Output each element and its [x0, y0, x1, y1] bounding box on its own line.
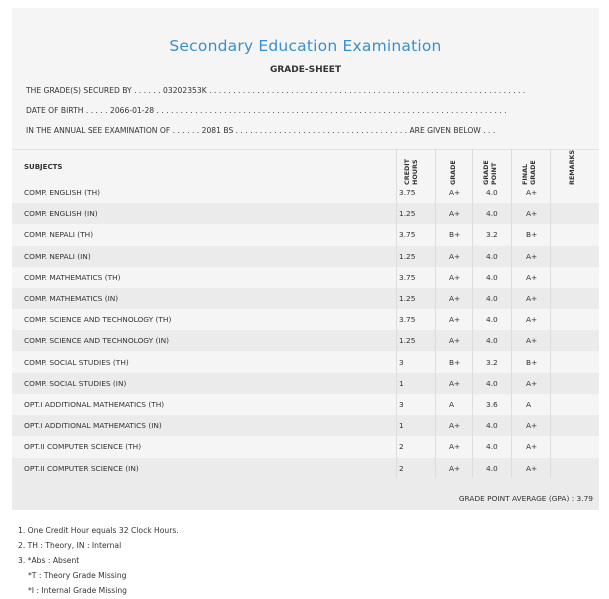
grade-sheet-subtitle: GRADE-SHEET	[269, 65, 342, 75]
final-grade-cell: A+	[526, 442, 538, 452]
grade-cell: A+	[449, 463, 461, 473]
credit-hours-cell: 1.25	[399, 336, 416, 346]
grade-point-cell: 3.2	[486, 357, 498, 367]
grade-cell: A+	[449, 442, 461, 452]
grade-point-cell: 4.0	[486, 272, 498, 282]
final-grade-cell: A+	[526, 463, 538, 473]
subject-cell: COMP. MATHEMATICS (IN)	[24, 294, 119, 303]
header-credit-hours: CREDIT HOURS	[403, 158, 419, 185]
grade-cell: A+	[449, 378, 461, 388]
subject-cell: OPT.II COMPUTER SCIENCE (IN)	[24, 463, 139, 473]
header-remarks: REMARKS	[568, 149, 576, 185]
credit-hours-cell: 3.75	[399, 230, 416, 240]
column-divider	[511, 149, 512, 478]
exam-title: Secondary Education Examination	[169, 37, 442, 55]
exam-year-line: IN THE ANNUAL SEE EXAMINATION OF . . . . . . 2081 BS . . . . . . . . . . . . . . . . . . . . . . . . . . . . . . . . . . . . ARE GIVEN BELOW . . .	[26, 126, 496, 135]
credit-hours-cell: 1.25	[399, 251, 416, 261]
grade-point-cell: 3.2	[486, 230, 498, 240]
note-credit-hour: 1. One Credit Hour equals 32 Clock Hours.	[18, 526, 179, 535]
grade-point-cell: 4.0	[486, 315, 498, 325]
grade-point-cell: 4.0	[486, 336, 498, 346]
credit-hours-cell: 1	[399, 421, 404, 431]
subject-cell: OPT.I ADDITIONAL MATHEMATICS (IN)	[24, 421, 162, 431]
grade-point-cell: 3.6	[486, 400, 498, 409]
column-divider	[396, 149, 397, 478]
grade-point-cell: 4.0	[486, 188, 498, 197]
subject-cell: COMP. MATHEMATICS (TH)	[24, 272, 121, 282]
grade-point-cell: 4.0	[486, 251, 498, 261]
grade-cell: A+	[449, 188, 461, 197]
grade-point-cell: 4.0	[486, 442, 498, 452]
final-grade-cell: A+	[526, 251, 538, 261]
credit-hours-cell: 3.75	[399, 188, 416, 197]
header-grade-point: GRADE POINT	[482, 160, 498, 185]
final-grade-cell: B+	[526, 357, 538, 367]
subject-cell: COMP. SCIENCE AND TECHNOLOGY (TH)	[24, 315, 172, 325]
subject-cell: OPT.II COMPUTER SCIENCE (TH)	[24, 442, 142, 452]
header-final-grade: FINAL GRADE	[521, 160, 537, 185]
credit-hours-cell: 3.75	[399, 272, 416, 282]
date-of-birth-line: DATE OF BIRTH . . . . . 2066-01-28 . . . . . . . . . . . . . . . . . . . . . . . . . . . . . . . . . . . . . . . . . . . . . . . . . . . . . . . . . . . . . . . . . . . . . . . . .	[26, 106, 507, 115]
final-grade-cell: B+	[526, 230, 538, 240]
grade-cell: A+	[449, 421, 461, 431]
subject-cell: COMP. SCIENCE AND TECHNOLOGY (IN)	[24, 336, 170, 346]
note-absent: 3. *Abs : Absent	[18, 556, 80, 565]
final-grade-cell: A+	[526, 188, 538, 197]
subject-cell: COMP. ENGLISH (IN)	[24, 209, 98, 219]
grade-cell: B+	[449, 357, 461, 367]
final-grade-cell: A+	[526, 272, 538, 282]
grade-point-cell: 4.0	[486, 378, 498, 388]
final-grade-cell: A+	[526, 315, 538, 325]
subject-cell: COMP. NEPALI (IN)	[24, 251, 91, 261]
column-divider	[550, 149, 551, 478]
grade-cell: A+	[449, 336, 461, 346]
subject-cell: COMP. NEPALI (TH)	[24, 230, 94, 240]
subject-cell: COMP. ENGLISH (TH)	[24, 188, 101, 197]
grade-sheet-panel	[12, 8, 599, 510]
final-grade-cell: A+	[526, 378, 538, 388]
grade-cell: B+	[449, 230, 461, 240]
credit-hours-cell: 1	[399, 378, 404, 388]
credit-hours-cell: 2	[399, 442, 404, 452]
column-divider	[435, 149, 436, 478]
credit-hours-cell: 2	[399, 463, 404, 473]
final-grade-cell: A+	[526, 209, 538, 219]
grade-point-cell: 4.0	[486, 209, 498, 219]
grade-point-cell: 4.0	[486, 463, 498, 473]
grade-cell: A+	[449, 251, 461, 261]
credit-hours-cell: 3	[399, 400, 404, 409]
column-divider	[472, 149, 473, 478]
grade-cell: A+	[449, 294, 461, 303]
subject-cell: OPT.I ADDITIONAL MATHEMATICS (TH)	[24, 400, 165, 409]
note-internal-missing: *I : Internal Grade Missing	[28, 586, 127, 595]
grade-cell: A+	[449, 272, 461, 282]
subject-cell: COMP. SOCIAL STUDIES (IN)	[24, 378, 127, 388]
grade-cell: A+	[449, 315, 461, 325]
final-grade-cell: A+	[526, 336, 538, 346]
grade-point-cell: 4.0	[486, 294, 498, 303]
gpa-summary: GRADE POINT AVERAGE (GPA) : 3.79	[458, 494, 593, 503]
note-th-in: 2. TH : Theory, IN : Internal	[18, 541, 122, 550]
secured-by-line: THE GRADE(S) SECURED BY . . . . . . 03202353K . . . . . . . . . . . . . . . . . . . . . . . . . . . . . . . . . . . . . . . . . . . . . . . . . . . . . . . . . . . . . . . . . .	[26, 86, 526, 95]
grade-point-cell: 4.0	[486, 421, 498, 431]
grade-cell: A+	[449, 209, 461, 219]
header-grade: GRADE	[449, 160, 457, 185]
note-theory-missing: *T : Theory Grade Missing	[28, 571, 127, 580]
final-grade-cell: A	[526, 400, 532, 409]
subject-cell: COMP. SOCIAL STUDIES (TH)	[24, 357, 129, 367]
credit-hours-cell: 3.75	[399, 315, 416, 325]
grade-cell: A	[449, 400, 455, 409]
credit-hours-cell: 1.25	[399, 209, 416, 219]
credit-hours-cell: 1.25	[399, 294, 416, 303]
final-grade-cell: A+	[526, 421, 538, 431]
credit-hours-cell: 3	[399, 357, 404, 367]
final-grade-cell: A+	[526, 294, 538, 303]
header-subjects: SUBJECTS	[24, 163, 63, 171]
